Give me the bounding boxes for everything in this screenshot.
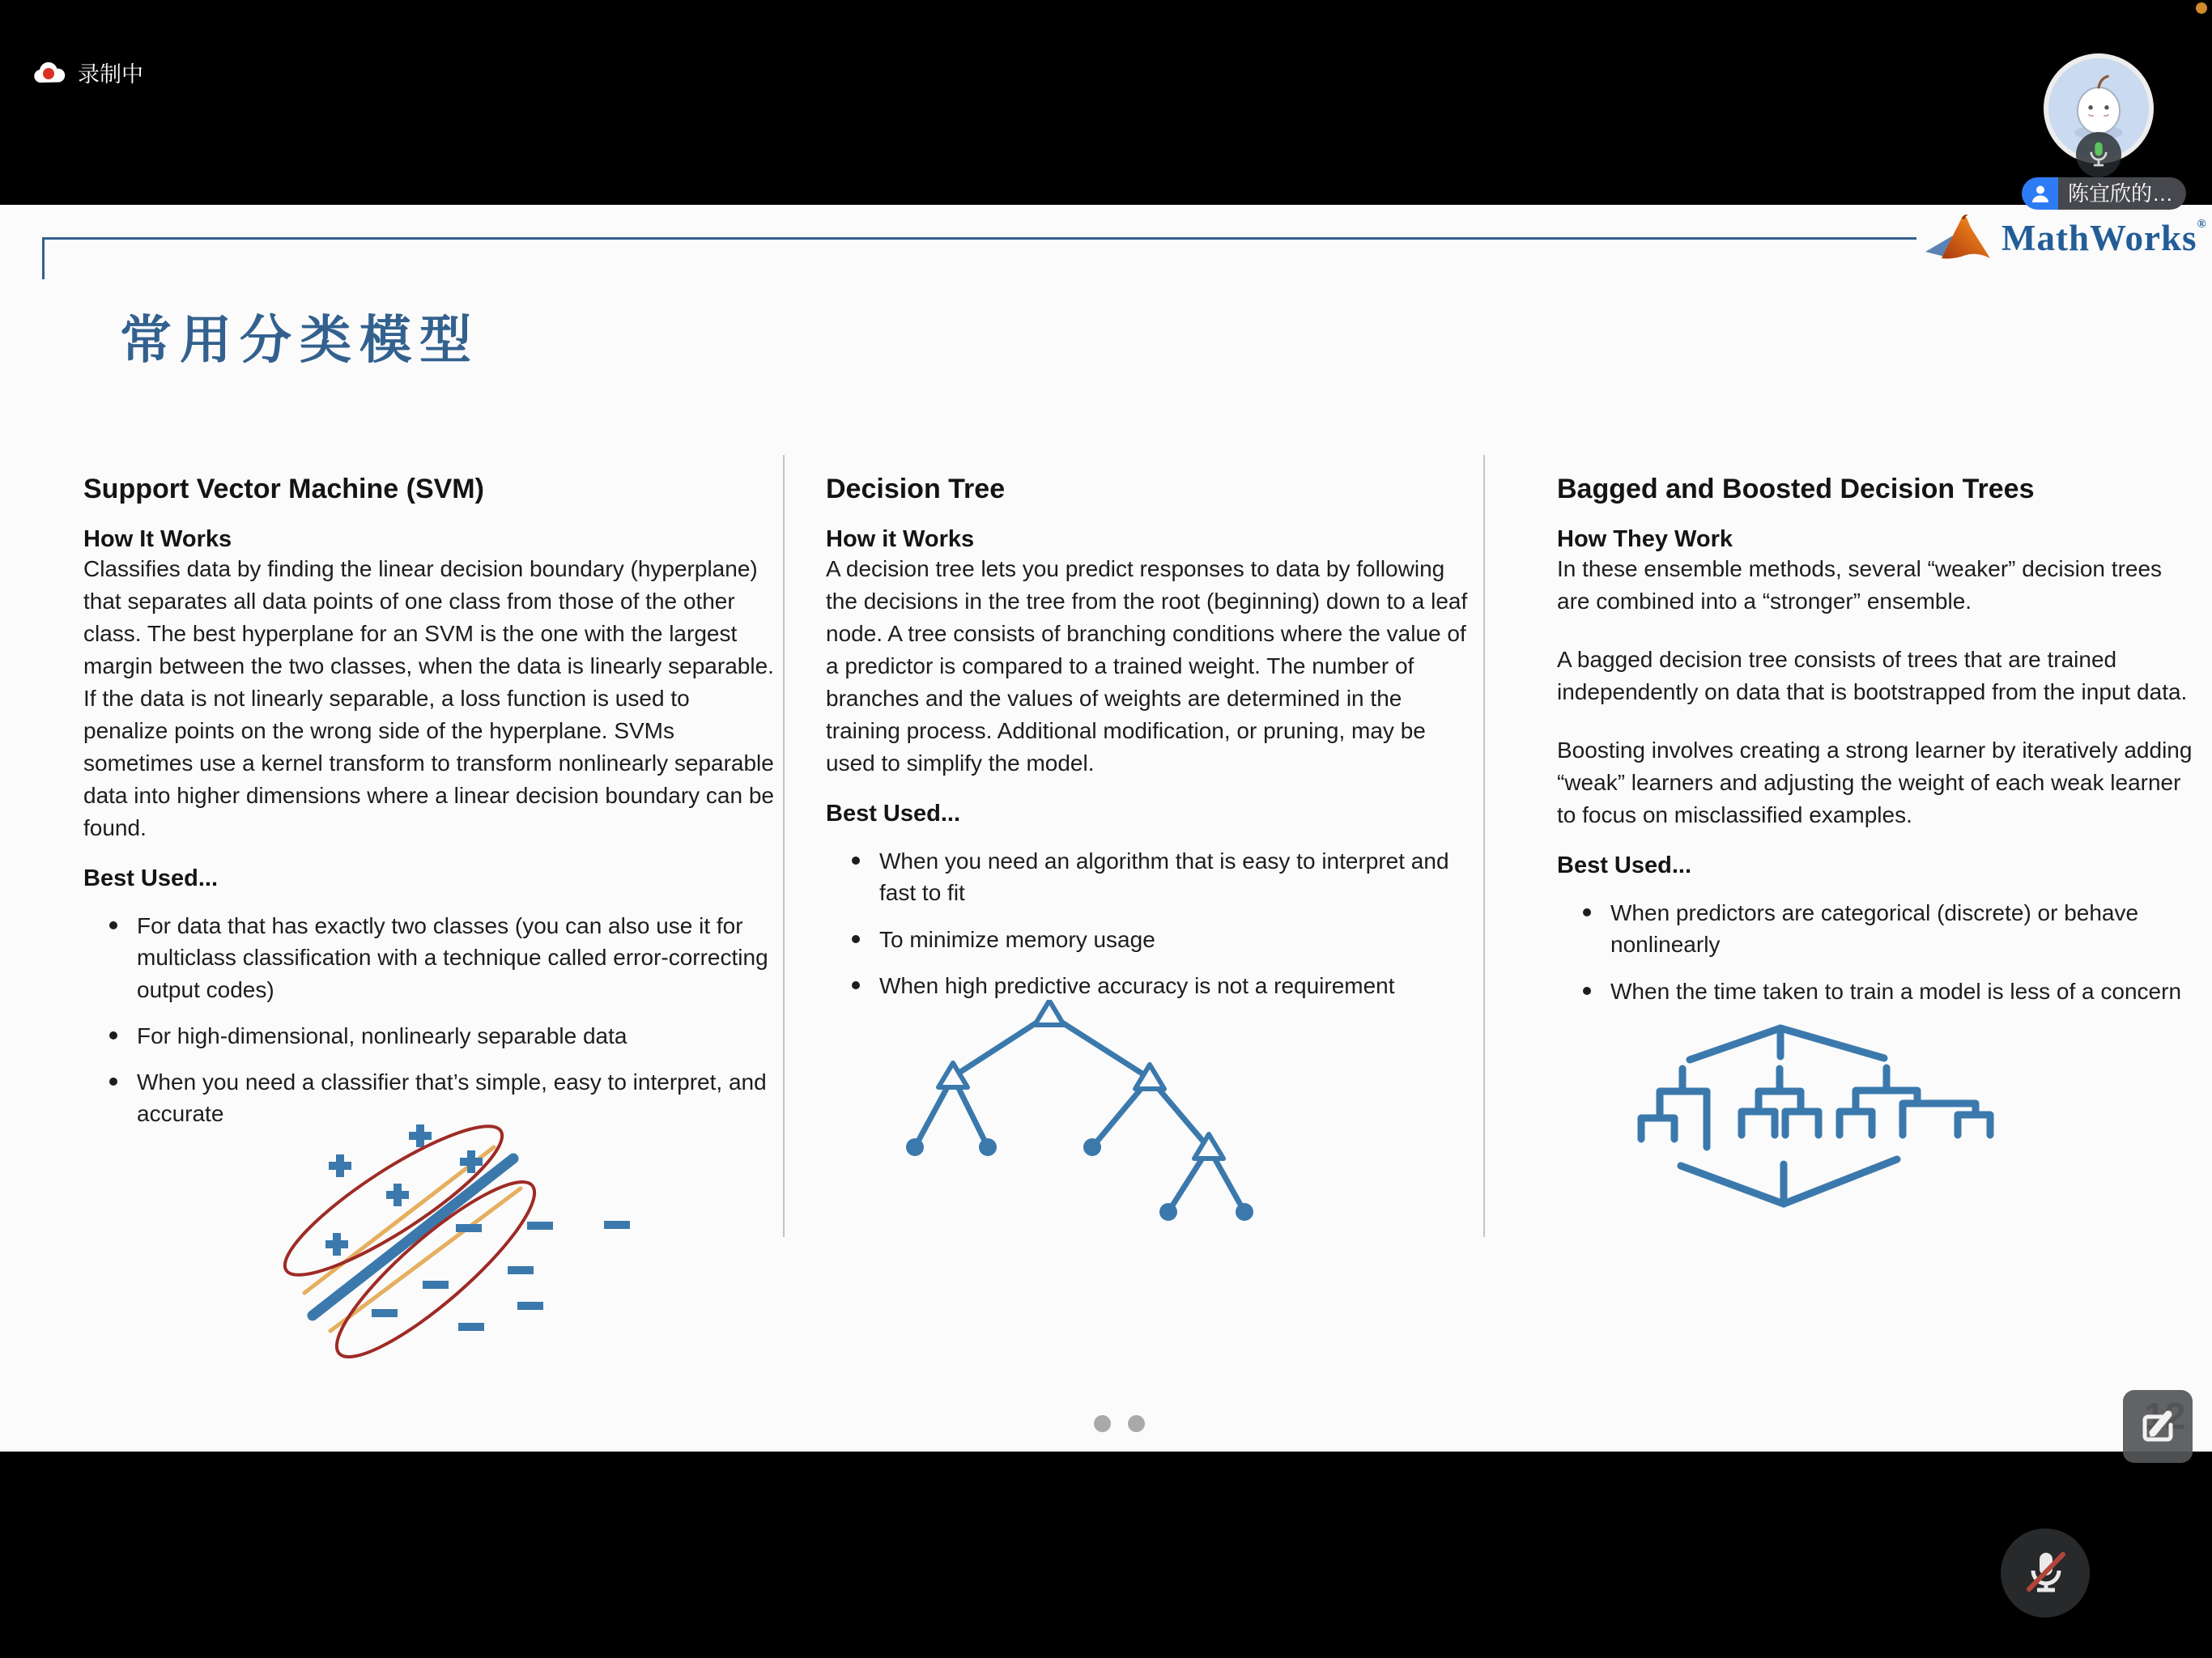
how-it-works-text: A decision tree lets you predict responses to data by following the decisions in the tree from the root (beginning) down to a leaf node. A tree consists of branching conditions where the value of a predictor is compared to a trained weight. The number of branches and the values of weights are determined in the training process. Additional modification, or pruning, may be used to simplify the model. bbox=[826, 556, 1468, 776]
best-used-list bbox=[826, 845, 1474, 1001]
registered-mark: ® bbox=[2197, 218, 2207, 231]
bullet-item: When the time taken to train a model is less of a concern bbox=[1610, 976, 2197, 1007]
column-ensemble-trees bbox=[1557, 474, 2197, 1022]
person-icon bbox=[2022, 177, 2058, 210]
recording-label: 录制中 bbox=[78, 62, 143, 87]
column-divider-1 bbox=[783, 455, 785, 1237]
mic-active-indicator bbox=[2076, 132, 2121, 177]
how-it-works-text: Boosting involves creating a strong learner by iteratively adding “weak” learners and adjusting the weight of each weak learner to focus on misclassified examples. bbox=[1557, 738, 2193, 828]
weak-learner-tree-1 bbox=[1641, 1069, 1707, 1147]
how-it-works-heading: How it Works bbox=[826, 526, 975, 552]
bullet-item: When you need a classifier that’s simple, easy to interpret, and accurate bbox=[137, 1066, 780, 1129]
slide-accent-rule-vertical bbox=[42, 237, 45, 279]
slide-title: 常用分类模型 bbox=[120, 311, 479, 369]
recording-indicator bbox=[32, 57, 143, 88]
how-they-work-heading: How They Work bbox=[1557, 526, 1733, 552]
column-svm bbox=[83, 474, 780, 1144]
best-used-list bbox=[83, 910, 780, 1129]
pagination-dot bbox=[1094, 1415, 1111, 1432]
column-heading: Decision Tree bbox=[826, 474, 1006, 504]
tree-edges bbox=[915, 1014, 1244, 1212]
mathworks-membrane-icon bbox=[1924, 209, 1993, 267]
column-heading: Bagged and Boosted Decision Trees bbox=[1557, 474, 2035, 504]
svm-scatter-figure bbox=[259, 1121, 632, 1401]
weak-learner-tree-2 bbox=[1742, 1069, 1819, 1135]
microphone-muted-icon bbox=[2018, 1546, 2072, 1600]
column-decision-tree bbox=[826, 474, 1474, 1016]
fan-in-connector bbox=[1681, 1159, 1897, 1204]
fan-out-connector bbox=[1690, 1028, 1884, 1060]
how-it-works-text: Classifies data by finding the linear decision boundary (hyperplane) that separates all data points of one class from those of the other class. The best hyperplane for an SVM is the one with the largest margin between the two classes, when the data is linearly separable. If the data is not linearly separable, a loss function is used to penalize points on the wrong side of the hyperplane. SVMs sometimes use a kernel transform to transform nonlinearly separable data into higher dimensions where a linear decision boundary can be found. bbox=[83, 556, 774, 841]
weak-learner-tree-3 bbox=[1840, 1068, 1990, 1135]
presentation-slide bbox=[0, 205, 2212, 1452]
notification-dot bbox=[2196, 2, 2207, 14]
pagination-dot bbox=[1128, 1415, 1145, 1432]
best-used-heading: Best Used... bbox=[1557, 852, 1691, 879]
participant-name-tag bbox=[2022, 177, 2186, 210]
participant-name-label: 陈宜欣的… bbox=[2058, 177, 2186, 210]
bullet-item: For data that has exactly two classes (you can also use it for multiclass classification with a technique called error-correcting output codes) bbox=[137, 910, 780, 1005]
bullet-item: When predictors are categorical (discrete) or behave nonlinearly bbox=[1610, 897, 2197, 960]
mute-button[interactable] bbox=[2001, 1528, 2090, 1618]
column-heading: Support Vector Machine (SVM) bbox=[83, 474, 484, 504]
cloud-recording-icon bbox=[32, 60, 66, 86]
how-it-works-text: In these ensemble methods, several “weaker” decision trees are combined into a “stronger” ensemble. bbox=[1557, 556, 2163, 614]
bullet-item: For high-dimensional, nonlinearly separable data bbox=[137, 1020, 780, 1052]
slide-accent-rule-horizontal bbox=[42, 237, 1916, 240]
bullet-item: To minimize memory usage bbox=[879, 924, 1474, 955]
ensemble-trees-figure bbox=[1636, 1008, 2154, 1235]
best-used-list bbox=[1557, 897, 2197, 1007]
mathworks-wordmark: MathWorks® bbox=[2001, 218, 2207, 258]
hyperplane-line bbox=[313, 1158, 513, 1316]
how-it-works-heading: How It Works bbox=[83, 526, 232, 552]
microphone-on-icon bbox=[2082, 138, 2115, 171]
annotate-button[interactable] bbox=[2123, 1390, 2193, 1463]
mathworks-logo bbox=[1924, 208, 2207, 268]
pencil-edit-icon bbox=[2135, 1404, 2180, 1449]
column-divider-2 bbox=[1483, 455, 1485, 1237]
bullet-item: When high predictive accuracy is not a requirement bbox=[879, 970, 1474, 1001]
how-it-works-text: A bagged decision tree consists of trees that are trained independently on data that is bootstrapped from the input data. bbox=[1557, 647, 2188, 705]
best-used-heading: Best Used... bbox=[83, 865, 218, 892]
best-used-heading: Best Used... bbox=[826, 801, 960, 827]
bullet-item: When you need an algorithm that is easy to interpret and fast to fit bbox=[879, 845, 1474, 908]
decision-tree-figure bbox=[891, 1000, 1271, 1235]
